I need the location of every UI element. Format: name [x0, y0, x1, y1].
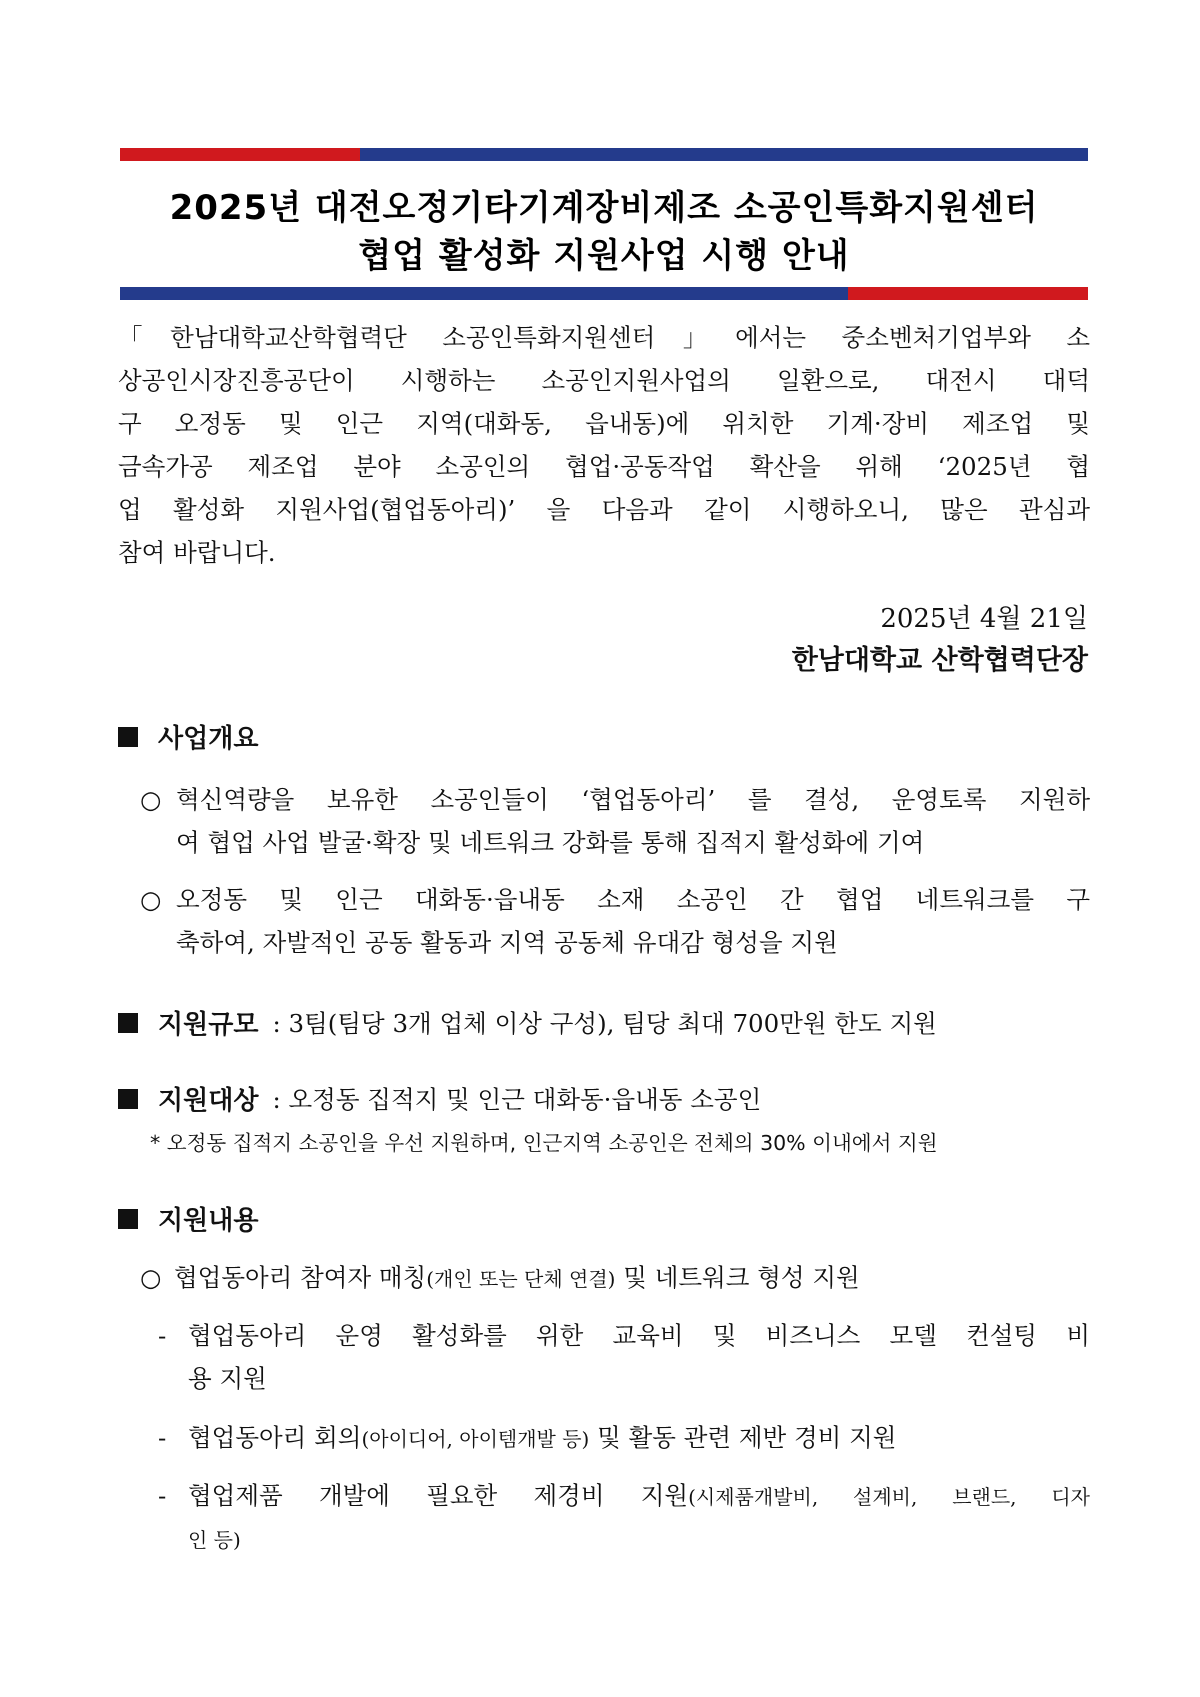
- intro-line: 금속가공 제조업 분야 소공인의 협업·공동작업 확산을 위해 ‘2025년 협: [118, 452, 1090, 481]
- section-title: 지원규모: [158, 1010, 259, 1040]
- dash-bullet-icon: -: [158, 1321, 167, 1350]
- section-title: 지원내용: [158, 1206, 259, 1236]
- overview-item-line: 혁신역량을 보유한 소공인들이 ‘협업동아리’ 를 결성, 운영토록 지원하: [176, 785, 1090, 814]
- square-bullet-icon: [118, 1089, 138, 1109]
- issue-date: 2025년 4월 21일: [880, 604, 1088, 634]
- section-title: 사업개요: [158, 724, 259, 754]
- content-sub-item: [158, 1416, 1090, 1461]
- overview-item: [140, 778, 1090, 864]
- top-bar-navy-segment: [360, 148, 1088, 161]
- bottom-bar-red-segment: [848, 287, 1088, 300]
- target-text: : 오정동 집적지 및 인근 대화동·읍내동 소공인: [272, 1085, 762, 1114]
- bottom-bar-navy-segment: [120, 287, 848, 300]
- signer-name: 한남대학교 산학협력단장: [791, 645, 1088, 676]
- dash-bullet-icon: -: [158, 1481, 167, 1510]
- content-main-item: [140, 1256, 1090, 1301]
- section-scale-heading: [118, 1004, 937, 1041]
- top-divider-bar: [120, 148, 1088, 161]
- scale-text: : 3팀(팀당 3개 업체 이상 구성), 팀당 최대 700만원 한도 지원: [272, 1009, 937, 1038]
- section-target-heading: [118, 1080, 761, 1117]
- dash-bullet-icon: -: [158, 1423, 167, 1452]
- document-title-line2: 협업 활성화 지원사업 시행 안내: [358, 236, 850, 276]
- overview-item: [140, 878, 1090, 964]
- intro-line: 상공인시장진흥공단이 시행하는 소공인지원사업의 일환으로, 대전시 대덕: [118, 366, 1090, 395]
- target-note: * 오정동 집적지 소공인을 우선 지원하며, 인근지역 소공인은 전체의 30% 이내에서 지원: [150, 1131, 938, 1155]
- content-main-note: (개인 또는 단체 연결): [426, 1267, 616, 1291]
- content-sub-text: 협업제품 개발에 필요한 제경비 지원: [188, 1481, 689, 1510]
- bottom-divider-bar: [120, 287, 1088, 300]
- content-sub-note: 인 등): [188, 1528, 241, 1552]
- square-bullet-icon: [118, 1209, 138, 1229]
- circle-bullet-icon: ○: [140, 1263, 162, 1292]
- intro-line: 참여 바랍니다.: [118, 538, 276, 567]
- section-overview-heading: [118, 718, 258, 755]
- intro-line: 업 활성화 지원사업(협업동아리)’ 을 다음과 같이 시행하오니, 많은 관심과: [118, 495, 1090, 524]
- intro-line: 구 오정동 및 인근 지역(대화동, 읍내동)에 위치한 기계·장비 제조업 및: [118, 409, 1090, 438]
- intro-paragraph: [118, 316, 1090, 574]
- content-sub-item: [158, 1474, 1090, 1562]
- overview-item-line: 오정동 및 인근 대화동·읍내동 소재 소공인 간 협업 네트워크를 구: [176, 885, 1090, 914]
- content-main-tail: 및 네트워크 형성 지원: [615, 1263, 860, 1292]
- top-bar-red-segment: [120, 148, 360, 161]
- content-sub-item: [158, 1314, 1090, 1400]
- square-bullet-icon: [118, 1013, 138, 1033]
- section-title: 지원대상: [158, 1086, 259, 1116]
- content-sub-line: 용 지원: [188, 1364, 267, 1393]
- overview-item-line: 축하여, 자발적인 공동 활동과 지역 공동체 유대감 형성을 지원: [176, 928, 838, 957]
- document-title-line1: 2025년 대전오정기타기계장비제조 소공인특화지원센터: [169, 188, 1039, 228]
- content-sub-note: (시제품개발비, 설계비, 브랜드, 디자: [688, 1485, 1090, 1509]
- overview-item-line: 여 협업 사업 발굴·확장 및 네트워크 강화를 통해 집적지 활성화에 기여: [176, 828, 925, 857]
- content-sub-note: (아이디어, 아이템개발 등): [361, 1427, 590, 1451]
- content-main-text: 협업동아리 참여자 매칭: [174, 1263, 427, 1292]
- section-content-heading: [118, 1200, 258, 1237]
- circle-bullet-icon: ○: [140, 885, 162, 914]
- circle-bullet-icon: ○: [140, 785, 162, 814]
- intro-line: 「한남대학교산학협력단 소공인특화지원센터」에서는 중소벤처기업부와 소: [118, 323, 1090, 352]
- content-sub-text: 협업동아리 회의: [188, 1423, 362, 1452]
- square-bullet-icon: [118, 727, 138, 747]
- content-sub-tail: 및 활동 관련 제반 경비 지원: [589, 1423, 897, 1452]
- content-sub-line: 협업동아리 운영 활성화를 위한 교육비 및 비즈니스 모델 컨설팅 비: [188, 1321, 1090, 1350]
